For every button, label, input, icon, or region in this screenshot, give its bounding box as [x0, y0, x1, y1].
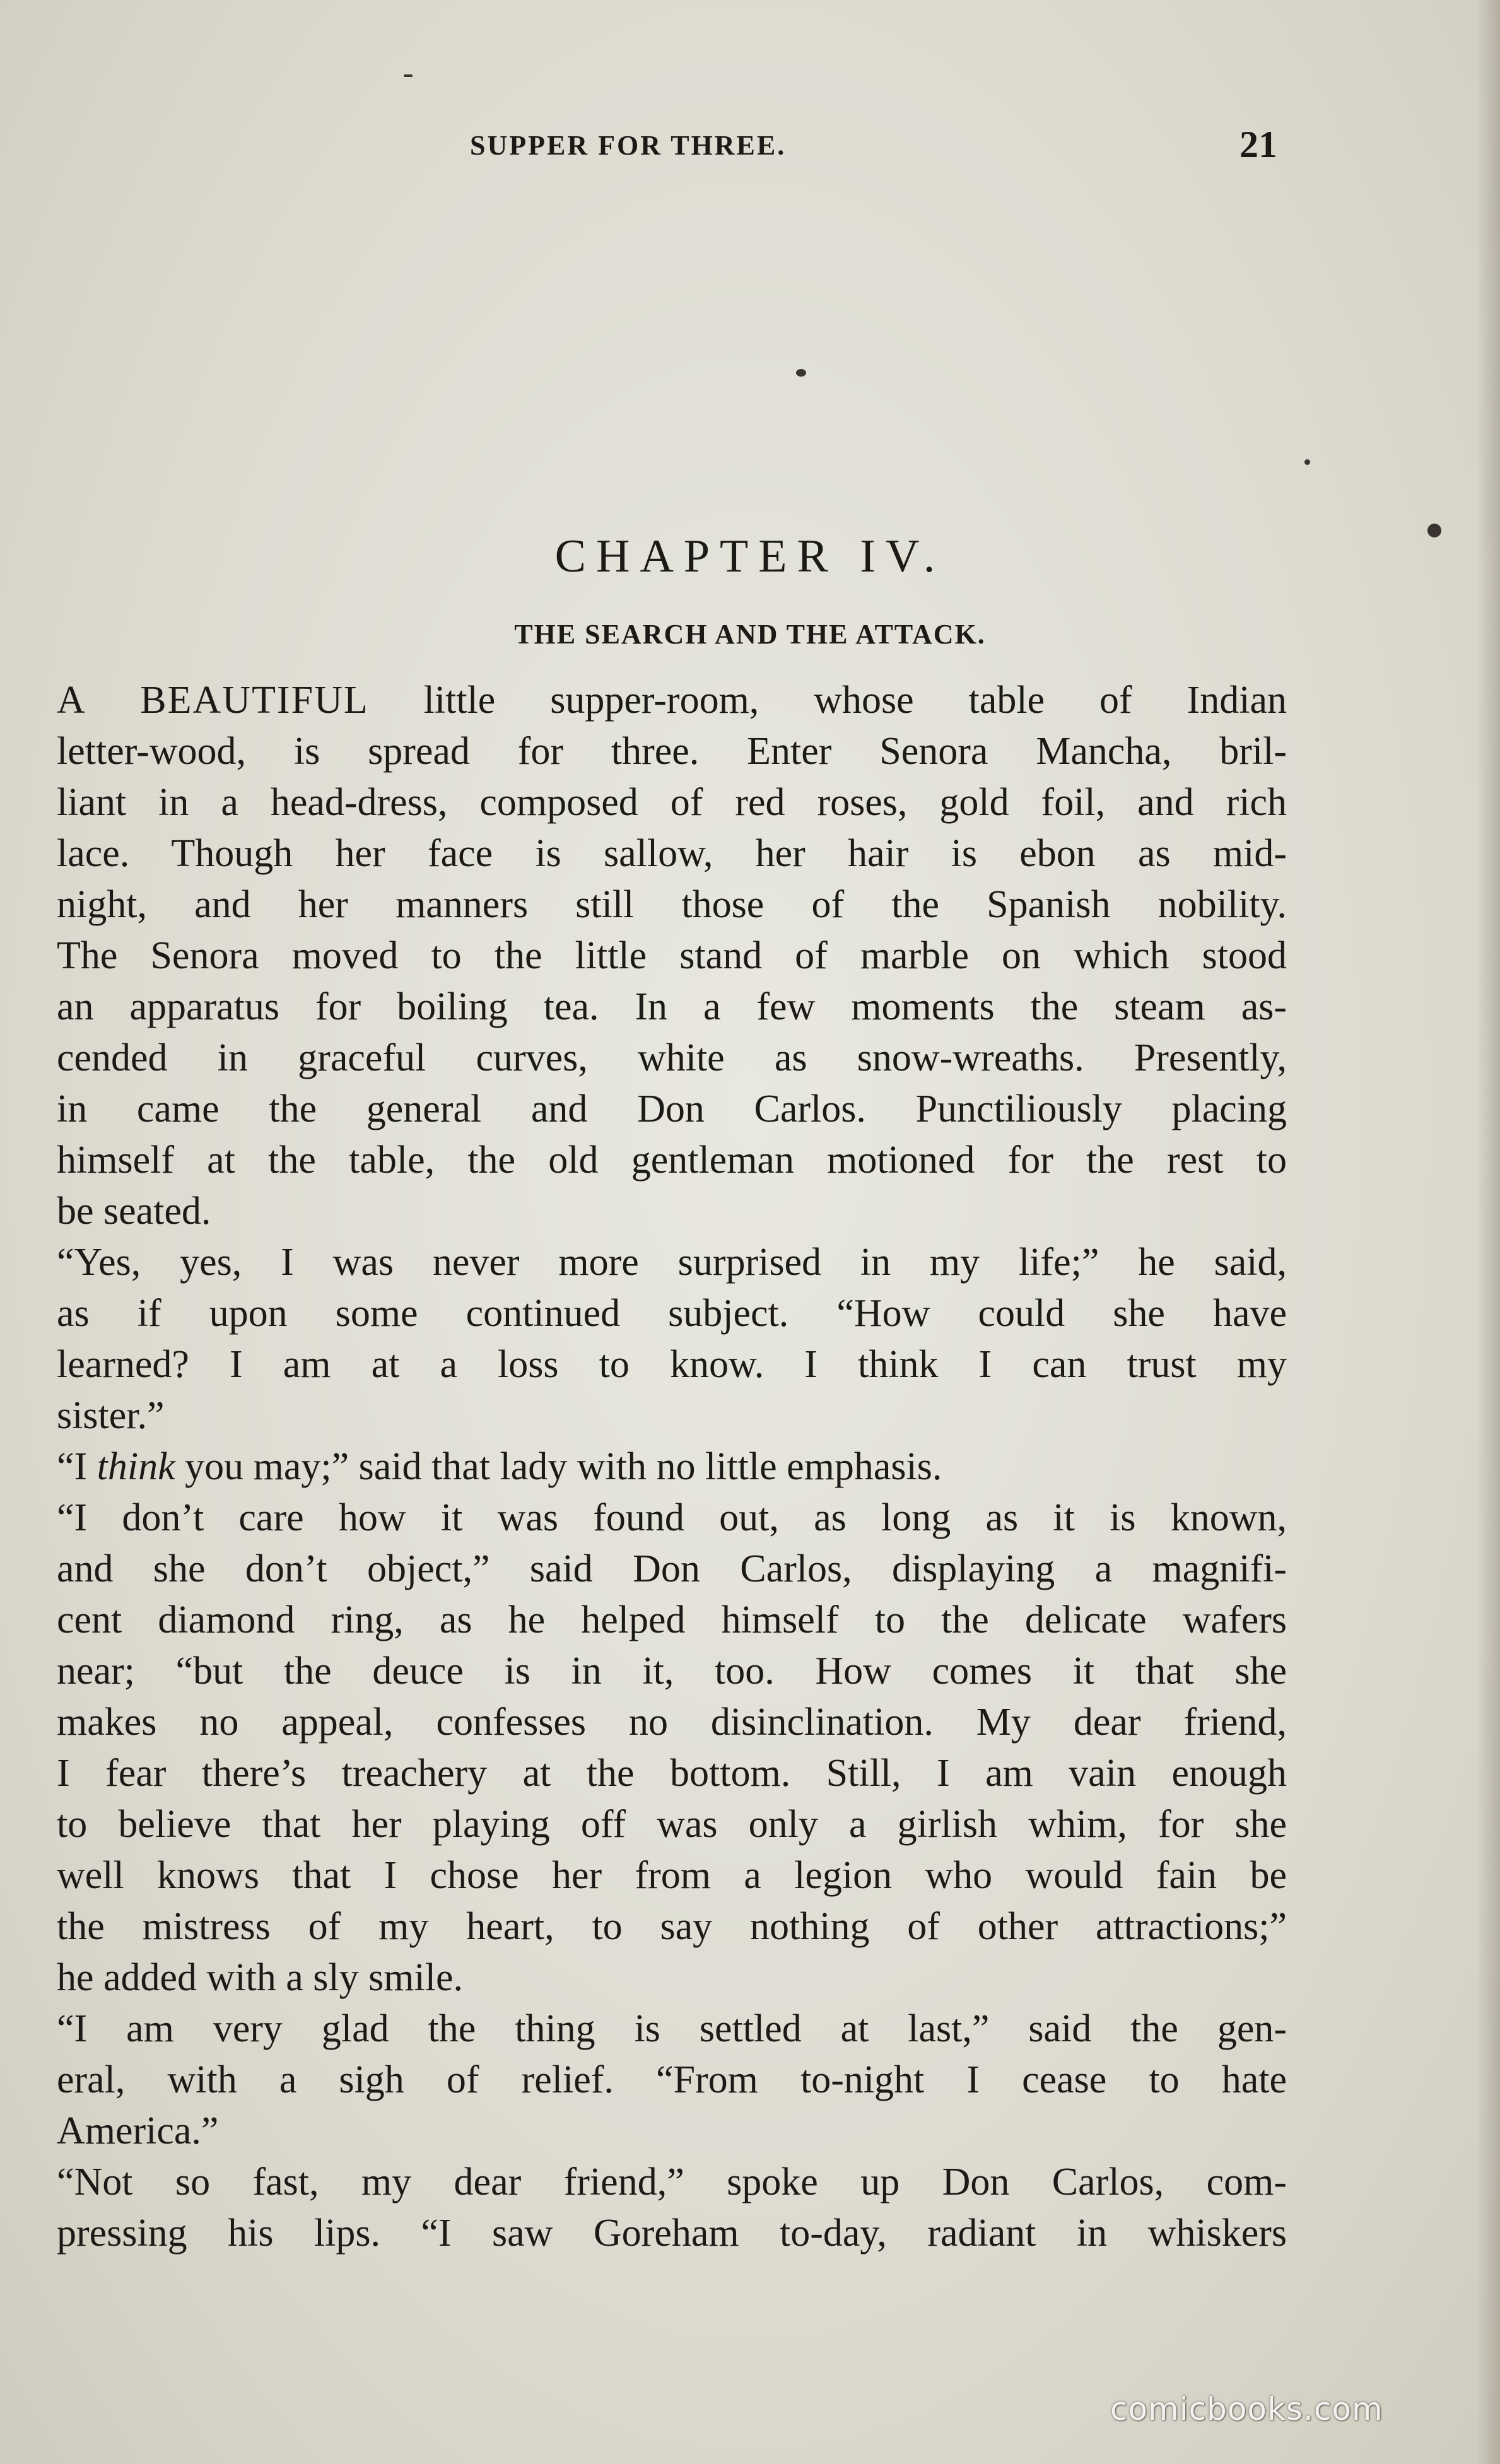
text-line: America.”	[57, 2109, 219, 2152]
text-line-part: little supper-room, whose table of Indian	[423, 679, 1287, 722]
text-line: himself at the table, the old gentleman motioned for the rest to	[57, 1139, 1287, 1182]
page-edge-shadow	[1476, 0, 1500, 2464]
chapter-body	[57, 675, 1287, 2259]
running-head: SUPPER FOR THREE.	[470, 130, 787, 161]
text-line	[57, 1441, 1287, 1493]
page-header	[0, 124, 1500, 180]
text-line: well knows that I chose her from a legion who would fain be	[57, 1854, 1287, 1897]
ink-blot	[1304, 459, 1310, 465]
chapter-title: CHAPTER IV.	[554, 531, 946, 582]
text-line: eral, with a sigh of relief. “From to-night I cease to hate	[57, 2058, 1287, 2101]
text-line: pressing his lips. “I saw Goreham to-day, radiant in whiskers	[57, 2212, 1287, 2255]
text-line: night, and her manners still those of the Spanish nobility.	[57, 883, 1287, 926]
text-line: cent diamond ring, as he helped himself to the delicate wafers	[57, 1599, 1287, 1641]
text-line: I fear there’s treachery at the bottom. Still, I am vain enough	[57, 1752, 1287, 1795]
text-line: liant in a head-dress, composed of red roses, gold foil, and rich	[57, 781, 1287, 824]
text-line: learned? I am at a loss to know. I think I can trust my	[57, 1343, 1287, 1386]
text-line: “I am very glad the thing is settled at last,” said the gen-	[57, 2007, 1287, 2050]
emphasis-word: think	[97, 1445, 175, 1488]
text-line: letter-wood, is spread for three. Enter Senora Mancha, bril-	[57, 730, 1287, 773]
text-line-part: “I	[57, 1445, 97, 1488]
text-line: lace. Though her face is sallow, her hair is ebon as mid-	[57, 832, 1287, 875]
text-line: he added with a sly smile.	[57, 1956, 463, 1999]
text-line: and she don’t object,” said Don Carlos, displaying a magnifi-	[57, 1547, 1287, 1590]
text-line: be seated.	[57, 1190, 211, 1233]
text-line: in came the general and Don Carlos. Punctiliously placing	[57, 1088, 1287, 1130]
text-line: makes no appeal, confesses no disinclination. My dear friend,	[57, 1701, 1287, 1744]
text-line: as if upon some continued subject. “How could she have	[57, 1292, 1287, 1335]
text-line: sister.”	[57, 1394, 165, 1437]
ink-blot	[404, 74, 413, 77]
page-number: 21	[1239, 124, 1277, 165]
watermark-text: comicbooks.com	[1110, 2391, 1383, 2427]
text-line: “I don’t care how it was found out, as long as it is known,	[57, 1496, 1287, 1539]
chapter-subtitle: THE SEARCH AND THE ATTACK.	[514, 619, 986, 650]
drop-words: A BEAUTIFUL	[57, 679, 369, 722]
text-line: near; “but the deuce is in it, too. How comes it that she	[57, 1650, 1287, 1693]
text-line: “Not so fast, my dear friend,” spoke up Don Carlos, com-	[57, 2161, 1287, 2203]
ink-blot	[796, 369, 806, 377]
text-line: The Senora moved to the little stand of marble on which stood	[57, 934, 1287, 977]
text-line: “Yes, yes, I was never more surprised in my life;” he said,	[57, 1241, 1287, 1284]
text-line: the mistress of my heart, to say nothing of other attractions;”	[57, 1905, 1287, 1948]
text-line: to believe that her playing off was only a girlish whim, for she	[57, 1803, 1287, 1846]
text-line	[57, 675, 1287, 726]
text-line: cended in graceful curves, white as snow-wreaths. Presently,	[57, 1036, 1287, 1079]
text-line: an apparatus for boiling tea. In a few moments the steam as-	[57, 985, 1287, 1028]
text-line-part: you may;” said that lady with no little emphasis.	[175, 1445, 942, 1488]
